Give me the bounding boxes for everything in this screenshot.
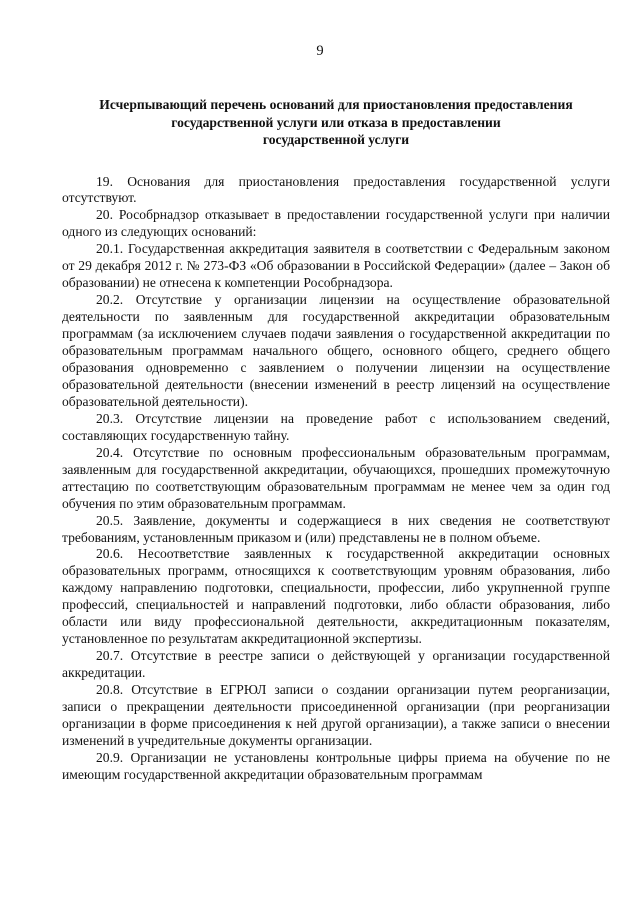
title-line-2: государственной услуги или отказа в предоставлении (171, 114, 501, 130)
paragraph-20-1: 20.1. Государственная аккредитация заявителя в соответствии с Федеральным законом от 29 декабря 2012 г. № 273-ФЗ «Об образовании в Российской Федерации» (далее – Закон об образовании) не отнесена к компетенции Рособрнадзора. (62, 241, 610, 291)
paragraph-20: 20. Рособрнадзор отказывает в предоставлении государственной услуги при наличии одного из следующих оснований: (62, 207, 610, 240)
title-line-3: государственной услуги (262, 132, 410, 147)
paragraph-20-2: 20.2. Отсутствие у организации лицензии на осуществление образовательной деятельности по заявленным для государственной аккредитации образовательным программам (за исключением случаев подачи заявления о государственной аккредитации по образовательным программам начального общего, основного общего, среднего общего образования одновременно с заявлением о получении лицензии на осуществление образовательной деятельности (внесении изменений в реестр лицензий на осуществление образовательной деятельности). (62, 292, 610, 409)
paragraph-19: 19. Основания для приостановления предоставления государственной услуги отсутствуют. (62, 173, 610, 206)
title-line-1: Исчерпывающий перечень оснований для приостановления предоставления (99, 97, 573, 112)
paragraph-20-5: 20.5. Заявление, документы и содержащиеся в них сведения не соответствуют требованиям, установленным приказом и (или) представлены не в полном объеме. (62, 512, 610, 545)
paragraph-20-9: 20.9. Организации не установлены контрольные цифры приема на обучение по не имеющим государственной аккредитации образовательным программам (62, 749, 610, 782)
page-number: 9 (316, 43, 324, 59)
paragraph-20-4: 20.4. Отсутствие по основным профессиональным образовательным программам, заявленным для государственной аккредитации, обучающихся, прошедших промежуточную аттестацию по соответствующим образовательным программам не менее чем за один год обучения по этим образовательным программам. (62, 444, 610, 511)
document-body (62, 174, 610, 784)
paragraph-20-6: 20.6. Несоответствие заявленных к государственной аккредитации основных образовательных программ, относящихся к соответствующим уровням образования, либо каждому направлению подготовки, специальности, профессии, либо укрупненной группе профессий, специальностей и направлений подготовки, либо области образования, либо области или виду профессиональной деятельности, аккредитационным показателям, установленное по результатам аккредитационной экспертизы. (62, 546, 610, 647)
paragraph-20-3: 20.3. Отсутствие лицензии на проведение работ с использованием сведений, составляющих государственную тайну. (62, 410, 610, 443)
paragraph-20-7: 20.7. Отсутствие в реестре записи о действующей у организации государственной аккредитации. (62, 648, 610, 681)
section-title (62, 96, 610, 149)
paragraph-20-8: 20.8. Отсутствие в ЕГРЮЛ записи о создании организации путем реорганизации, записи о прекращении деятельности присоединенной организации (при реорганизации организации в форме присоединения к ней другой организации), а также записи о внесении изменений в учредительные документы организации. (62, 682, 610, 748)
